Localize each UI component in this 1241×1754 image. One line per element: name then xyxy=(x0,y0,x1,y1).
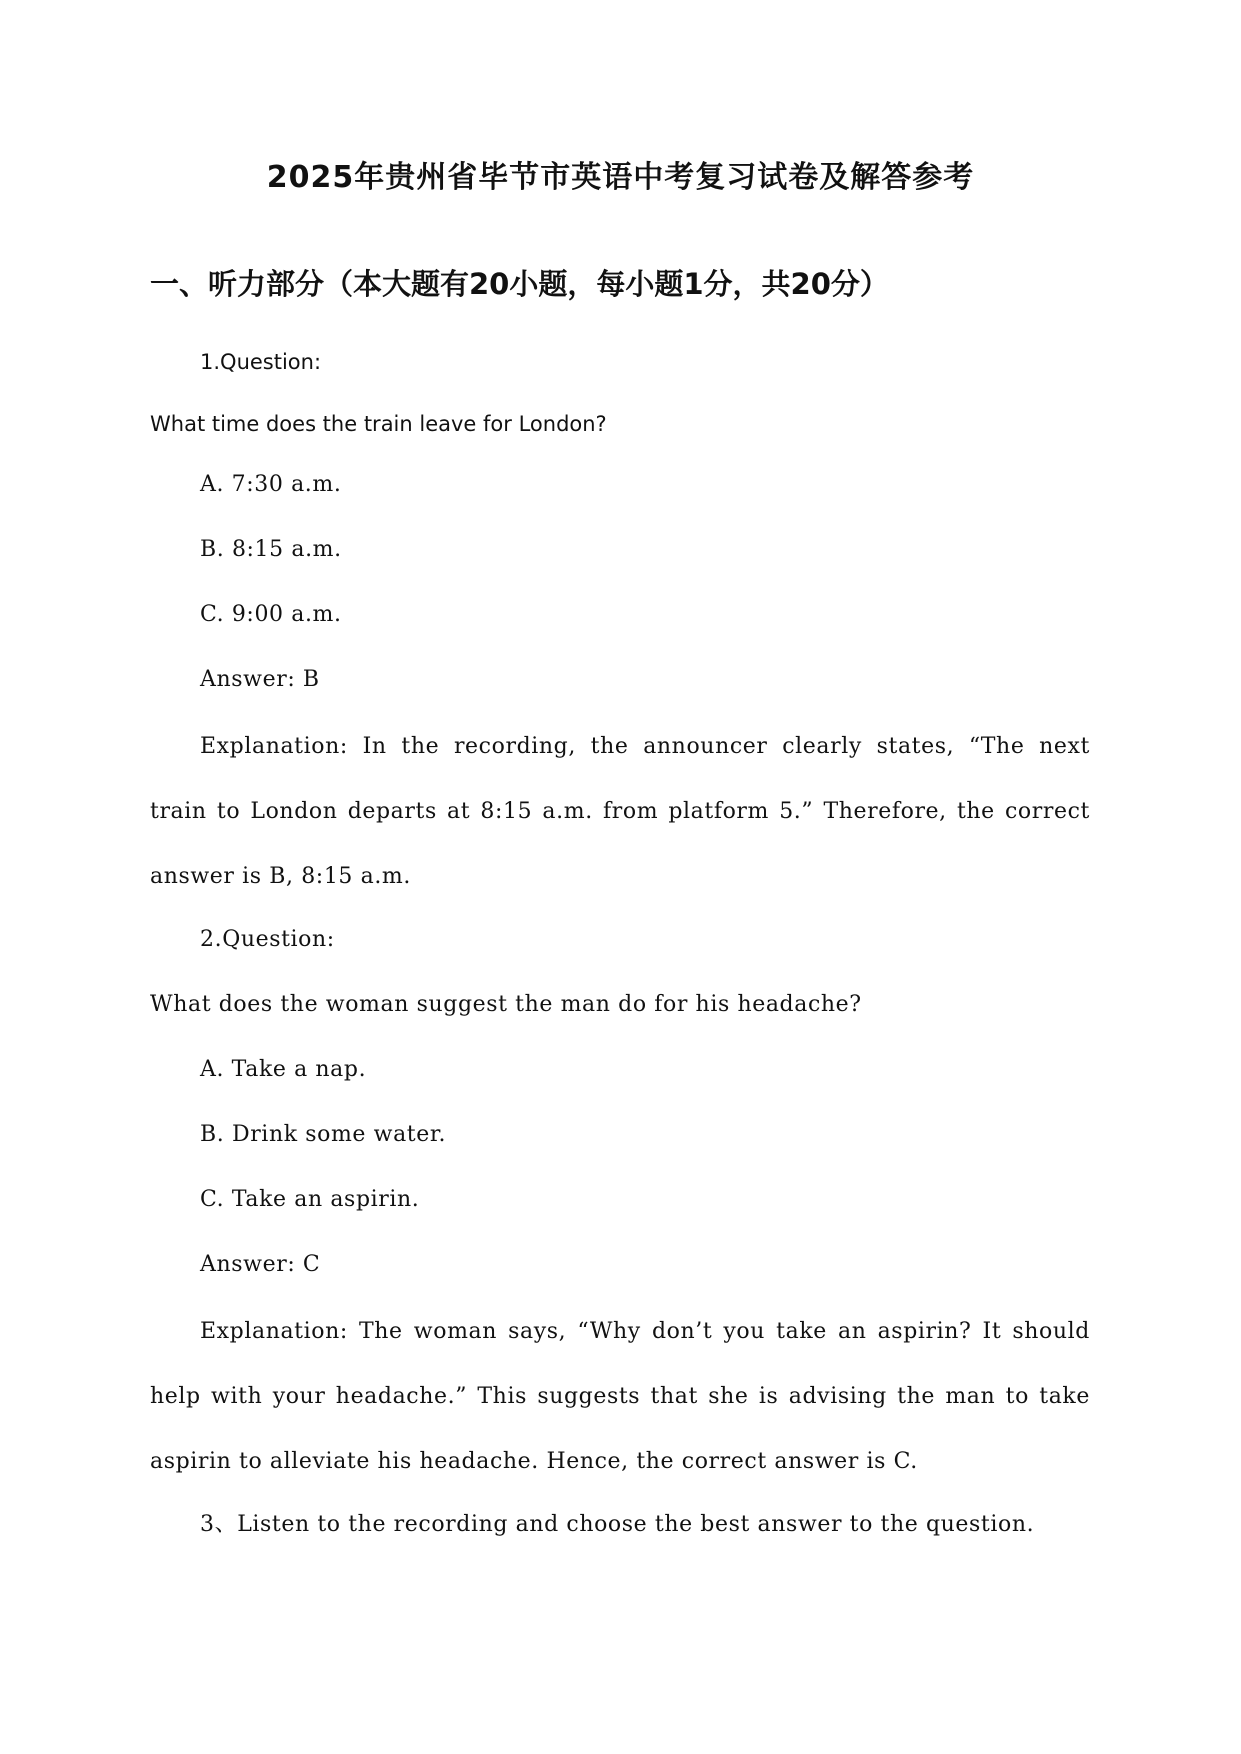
q1-answer: Answer: B xyxy=(200,667,320,692)
q1-option-c: C. 9:00 a.m. xyxy=(200,602,342,627)
q2-option-c: C. Take an aspirin. xyxy=(200,1187,420,1212)
section-heading: 一、听力部分（本大题有20小题，每小题1分，共20分） xyxy=(150,267,889,301)
q2-explanation: Explanation: The woman says, “Why don’t you take an aspirin? It should help with your headache.” This suggests that she is advising the man to take aspirin to alleviate his headache. Hence, the correct answer is C. xyxy=(150,1319,1090,1474)
q1-option-b: B. 8:15 a.m. xyxy=(200,537,342,562)
q1-label: 1.Question: xyxy=(200,350,322,374)
q2-option-b: B. Drink some water. xyxy=(200,1122,447,1147)
q2-label: 2.Question: xyxy=(200,927,335,952)
q2-option-a: A. Take a nap. xyxy=(200,1057,367,1082)
q1-explanation: Explanation: In the recording, the announcer clearly states, “The next train to London departs at 8:15 a.m. from platform 5.” Therefore, the correct answer is B, 8:15 a.m. xyxy=(150,734,1090,889)
q1-question: What time does the train leave for London? xyxy=(150,412,607,436)
q2-answer: Answer: C xyxy=(200,1252,321,1277)
q3-prompt: 3、Listen to the recording and choose the best answer to the question. xyxy=(200,1512,1035,1537)
document-title: 2025年贵州省毕节市英语中考复习试卷及解答参考 xyxy=(266,160,975,195)
q1-option-a: A. 7:30 a.m. xyxy=(200,472,342,497)
q2-question: What does the woman suggest the man do for his headache? xyxy=(150,992,862,1017)
